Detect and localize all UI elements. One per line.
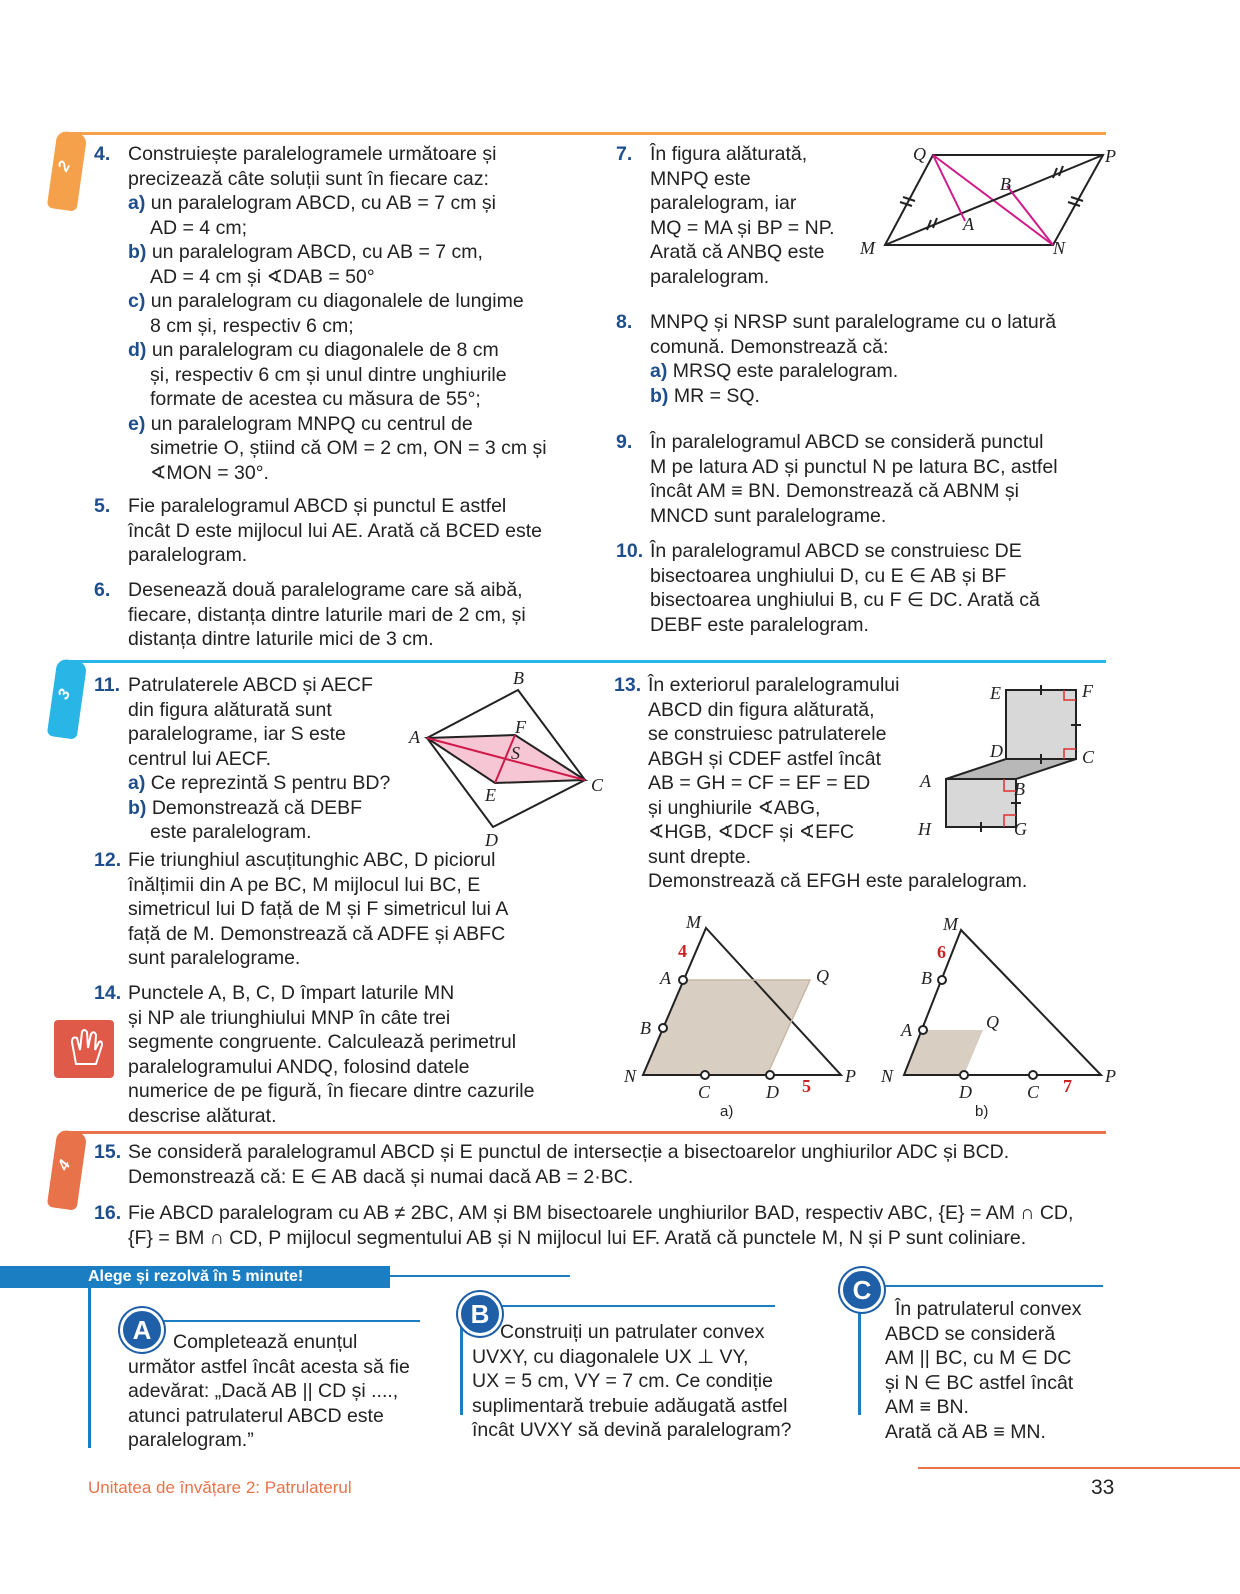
quick-b-rule: [490, 1305, 775, 1307]
fig14b-caption: b): [975, 1103, 989, 1120]
fig11-label-F: F: [515, 717, 526, 737]
fig7-label-M: M: [860, 238, 875, 258]
fig13-label-C: C: [1082, 747, 1095, 767]
quick-b-badge: B: [458, 1292, 502, 1336]
fig7-label-N: N: [1053, 238, 1066, 258]
problem-9: 9. În paralelogramul ABCD se consideră punctul M pe latura AD și punctul N pe latura BC, astfel încât AM ≡ BN. Demonstrează că ABNM și MNCD sunt paralelograme.: [616, 431, 1058, 527]
fig14b-label-N: N: [881, 1066, 894, 1086]
quick-banner-rule: [390, 1275, 570, 1277]
fig11-label-S: S: [511, 743, 520, 763]
fig7-label-P: P: [1105, 146, 1116, 166]
problem-5: 5. Fie paralelogramul ABCD și punctul E astfel încât D este mijlocul lui AE. Arată că BCED este paralelogram.: [94, 495, 543, 566]
fig14a-value-5: 5: [802, 1076, 811, 1096]
quick-c-text: În patrulaterul convex ABCD se consideră AM || BC, cu M ∈ DC și N ∈ BC astfel încât AM ≡ BN. Arată că AB ≡ MN.: [885, 1298, 1082, 1443]
fig14a-value-4: 4: [678, 941, 687, 961]
fig13-label-D: D: [990, 741, 1003, 761]
problem-11: 11. Patrulaterele ABCD și AECF din figura alăturată sunt paralelograme, iar S este centrul lui AECF. a) Ce reprezintă S pentru BD? b) Demonstrează că DEBF este paralelogram.: [94, 674, 391, 843]
section-rule-level-4: [70, 1131, 1106, 1134]
section-rule-level-2: [70, 132, 1106, 135]
problem-10: 10. În paralelogramul ABCD se construiesc DE bisectoarea unghiului D, cu E ∈ AB și BF bisectoarea unghiului B, cu F ∈ DC. Arată că DEBF este paralelogram.: [616, 540, 1040, 636]
problem-16: 16. Fie ABCD paralelogram cu AB ≠ 2BC, AM și BM bisectoarele unghiurilor BAD, respectiv ABC, {E} = AM ∩ CD, {F} = BM ∩ CD, P mijlocul segmentului AB și N mijlocul lui EF. Arată că punctele M, N și P sunt coliniare.: [94, 1202, 1074, 1249]
fig14b-label-D: D: [959, 1082, 972, 1102]
fig13-label-E: E: [990, 683, 1001, 703]
figure-problem-7: [855, 140, 1125, 265]
fig13-label-G: G: [1014, 819, 1027, 839]
fig7-label-Q: Q: [913, 144, 926, 164]
figure-problem-14b: [875, 910, 1125, 1125]
quick-c-badge: C: [840, 1268, 884, 1312]
fig14a-label-Q: Q: [816, 966, 829, 986]
fig14a-label-D: D: [766, 1082, 779, 1102]
footer-unit-title: Unitatea de învățare 2: Patrulaterul: [88, 1478, 352, 1497]
fig13-label-F: F: [1082, 681, 1093, 701]
problem-13: 13. În exteriorul paralelogramului ABCD din figura alăturată, se construiesc patrulaterele ABGH și CDEF astfel încât AB = GH = CF = EF = ED și unghiurile ∢ABG, ∢HGB, ∢DCF și ∢EFC sunt drepte. Demonstrează că EFGH este paralelogram.: [614, 674, 1028, 892]
hand-activity-icon: [54, 1020, 114, 1078]
problem-12: 12. Fie triunghiul ascuțitunghic ABC, D piciorul înălțimii din A pe BC, M mijlocul lui BC, E simetricul lui D față de M și F simetricul lui A față de M. Demonstrează că ADFE și ABFC sunt paralelograme.: [94, 849, 509, 969]
problem-4: 4. Construiește paralelogramele următoare și precizează câte soluții sunt în fiecare caz: a) un paralelogram ABCD, cu AB = 7 cm și AD = 4 cm; b) un paralelogram ABCD, cu AB = 7 cm, AD = 4 cm și ∢DAB = 50° c) un paralelogram cu diagonalele de lungime 8 cm și, respectiv 6 cm; d) un paralelogram cu diagonalele de 8 cm și, respectiv 6 cm și unul dintre unghiurile formate de acestea cu măsura de 55°; e) un paralelogram MNPQ cu centrul de simetrie O, știind că OM = 2 cm, ON = 3 cm și ∢MON = 30°.: [94, 143, 547, 484]
fig11-label-A: A: [409, 727, 420, 747]
fig7-label-B: B: [1000, 174, 1011, 194]
problem-15: 15. Se consideră paralelogramul ABCD și E punctul de intersecție a bisectoarelor unghiurilor ADC și BCD. Demonstrează că: E ∈ AB dacă și numai dacă AB = 2·BC.: [94, 1141, 1010, 1188]
section-rule-level-3: [70, 660, 1106, 663]
fig14b-label-M: M: [943, 914, 958, 934]
quick-a-badge: A: [120, 1308, 164, 1352]
fig14a-label-C: C: [698, 1082, 711, 1102]
quick-a-line: [88, 1288, 91, 1448]
fig14a-label-B: B: [640, 1018, 651, 1038]
quick-a-rule: [120, 1320, 420, 1322]
fig14b-label-C: C: [1027, 1082, 1040, 1102]
problem-7: 7. În figura alăturată, MNPQ este paralelogram, iar MQ = MA și BP = NP. Arată că ANBQ este paralelogram.: [616, 143, 835, 288]
level-tab-2: 2: [47, 130, 88, 211]
problem-14: 14. Punctele A, B, C, D împart laturile MN și NP ale triunghiului MNP în câte trei segmente congruente. Calculează perimetrul paralelogramului ANDQ, folosind datele numerice de pe figură, în fiecare dintre cazurile descrise alăturat.: [94, 982, 535, 1127]
fig14a-label-M: M: [686, 912, 701, 932]
fig14b-value-6: 6: [937, 942, 946, 962]
footer-rule: [918, 1467, 1240, 1469]
quick-c-rule: [885, 1285, 1103, 1287]
fig14b-label-B: B: [921, 968, 932, 988]
fig13-label-B: B: [1014, 779, 1025, 799]
fig14a-label-N: N: [624, 1066, 637, 1086]
problem-8: 8. MNPQ și NRSP sunt paralelograme cu o latură comună. Demonstrează că: a) MRSQ este paralelogram. b) MR = SQ.: [616, 311, 1057, 407]
fig11-label-B: B: [513, 668, 524, 688]
fig14a-label-A: A: [660, 968, 671, 988]
problem-6: 6. Desenează două paralelograme care să aibă, fiecare, distanța dintre laturile mari de 2 cm, și distanța dintre laturile mici de 3 cm.: [94, 579, 526, 650]
fig14a-caption: a): [720, 1103, 734, 1120]
fig14b-label-Q: Q: [986, 1012, 999, 1032]
fig14b-label-P: P: [1105, 1066, 1116, 1086]
fig13-label-H: H: [918, 819, 931, 839]
fig11-label-E: E: [485, 785, 496, 805]
fig14a-label-P: P: [845, 1066, 856, 1086]
quick-b-text: Construiți un patrulater convex UVXY, cu diagonalele UX ⊥ VY, UX = 5 cm, VY = 7 cm. Ce condiție suplimentară trebuie adăugată astfel încât UVXY să devină paralelogram?: [472, 1321, 792, 1441]
fig14b-value-7: 7: [1063, 1076, 1072, 1096]
fig11-label-D: D: [485, 830, 498, 850]
fig13-label-A: A: [920, 771, 931, 791]
fig7-label-A: A: [963, 214, 974, 234]
fig14b-label-A: A: [901, 1020, 912, 1040]
level-tab-3: 3: [47, 658, 88, 739]
quick-a-text: Completează enunțul următor astfel încât acesta să fie adevărat: „Dacă AB || CD și ...., atunci patrulaterul ABCD este paralelogram.”: [128, 1331, 410, 1451]
figure-problem-14a: [620, 910, 860, 1125]
fig11-label-C: C: [591, 775, 604, 795]
page-number: 33: [1091, 1476, 1115, 1499]
figure-problem-11: [405, 665, 615, 850]
quick-banner: Alege și rezolvă în 5 minute!: [0, 1266, 390, 1288]
level-tab-4: 4: [47, 1129, 88, 1210]
figure-problem-13: [910, 675, 1110, 845]
